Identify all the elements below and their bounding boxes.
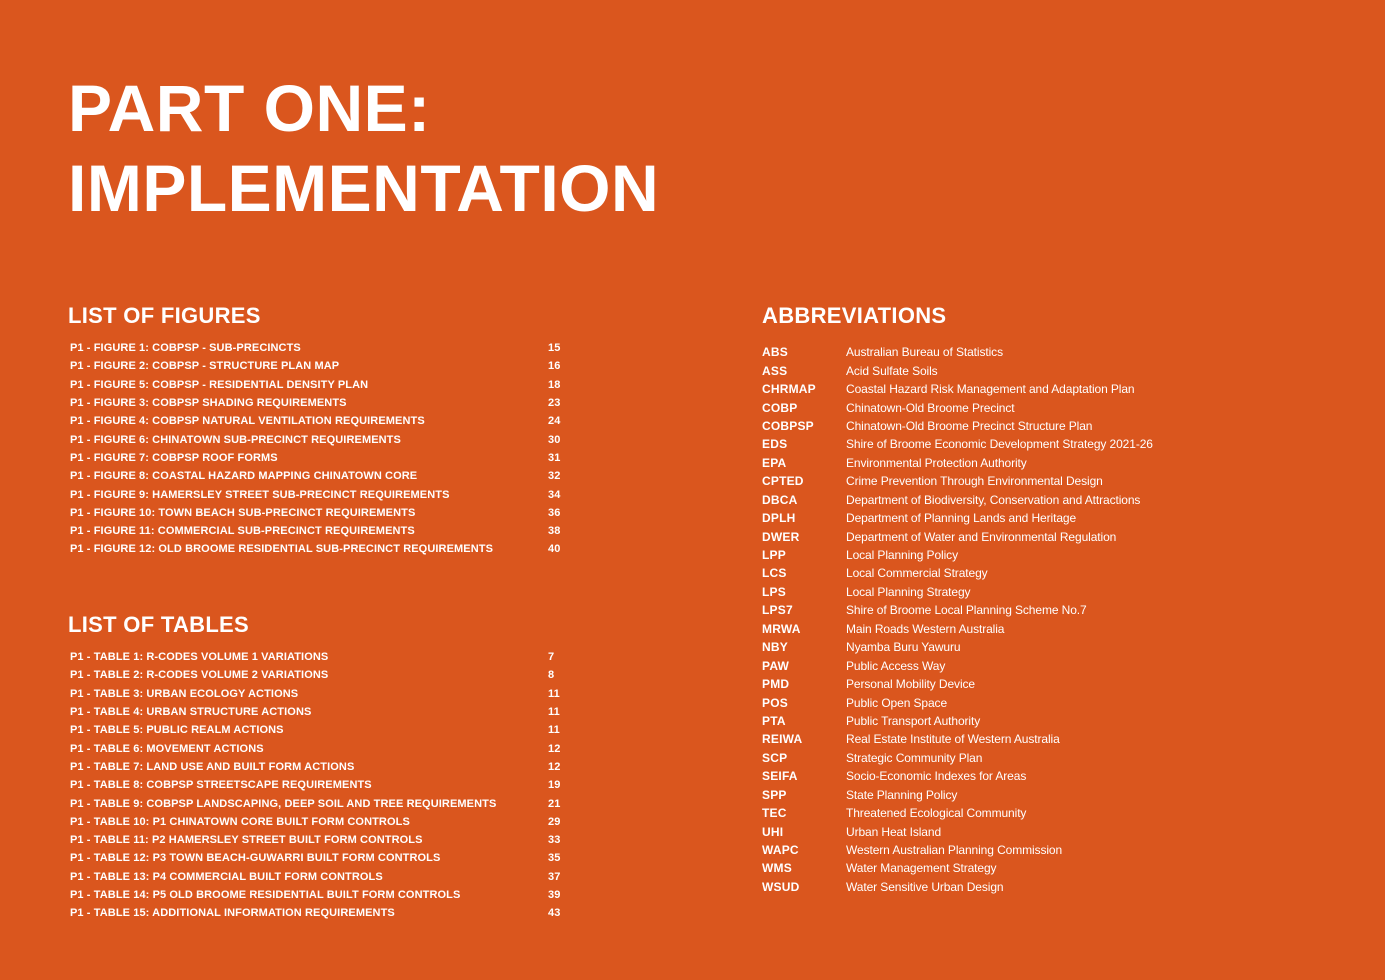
abbreviation-code: ABS — [762, 345, 788, 360]
list-item — [68, 666, 568, 684]
abbreviation-row — [762, 804, 1322, 822]
abbreviation-row — [762, 564, 1322, 582]
entry-label: P1 - TABLE 5: PUBLIC REALM ACTIONS — [70, 724, 284, 737]
abbreviation-code: NBY — [762, 640, 788, 655]
abbreviation-row — [762, 546, 1322, 564]
abbreviation-description: Local Commercial Strategy — [846, 566, 988, 581]
abbreviation-row — [762, 638, 1322, 656]
abbreviation-description: Water Sensitive Urban Design — [846, 879, 1004, 894]
abbreviation-row — [762, 601, 1322, 619]
entry-page-number: 8 — [548, 669, 555, 682]
abbreviation-row — [762, 343, 1322, 361]
entry-page-number: 38 — [548, 525, 561, 538]
abbreviation-code: EDS — [762, 437, 788, 452]
list-item — [68, 721, 568, 739]
entry-label: P1 - FIGURE 7: COBPSP ROOF FORMS — [70, 451, 278, 464]
entry-page-number: 7 — [548, 651, 555, 664]
list-item — [68, 776, 568, 794]
abbreviation-description: Shire of Broome Local Planning Scheme No.7 — [846, 603, 1087, 618]
abbreviation-description: Strategic Community Plan — [846, 750, 983, 765]
abbreviation-row — [762, 417, 1322, 435]
entry-label: P1 - FIGURE 12: OLD BROOME RESIDENTIAL SUB-PRECINCT REQUIREMENTS — [70, 543, 494, 556]
abbreviation-description: Chinatown-Old Broome Precinct — [846, 400, 1015, 415]
abbreviation-row — [762, 767, 1322, 785]
abbreviation-row — [762, 527, 1322, 545]
abbreviations-section — [762, 302, 1322, 896]
abbreviation-code: LCS — [762, 566, 787, 581]
abbreviation-row — [762, 841, 1322, 859]
abbreviation-description: Department of Water and Environmental Regulation — [846, 529, 1117, 544]
entry-label: P1 - FIGURE 9: HAMERSLEY STREET SUB-PRECINCT REQUIREMENTS — [70, 488, 450, 501]
abbreviation-description: Nyamba Buru Yawuru — [846, 640, 961, 655]
abbreviation-description: Crime Prevention Through Environmental Design — [846, 474, 1103, 489]
entry-label: P1 - TABLE 8: COBPSP STREETSCAPE REQUIREMENTS — [70, 779, 372, 792]
abbreviation-row — [762, 656, 1322, 674]
list-item — [68, 504, 568, 522]
abbreviation-description: Local Planning Strategy — [846, 584, 971, 599]
abbreviation-row — [762, 380, 1322, 398]
abbreviation-description: State Planning Policy — [846, 787, 958, 802]
entry-page-number: 36 — [548, 506, 561, 519]
abbreviation-code: CHRMAP — [762, 382, 816, 397]
abbreviation-code: CPTED — [762, 474, 804, 489]
entry-page-number: 18 — [548, 378, 561, 391]
abbreviation-description: Personal Mobility Device — [846, 677, 975, 692]
entry-page-number: 21 — [548, 797, 561, 810]
abbreviation-row — [762, 472, 1322, 490]
abbreviation-code: UHI — [762, 824, 784, 839]
abbreviation-code: ASS — [762, 363, 788, 378]
list-item — [68, 522, 568, 540]
abbreviation-description: Main Roads Western Australia — [846, 621, 1005, 636]
entry-label: P1 - TABLE 13: P4 COMMERCIAL BUILT FORM CONTROLS — [70, 870, 383, 883]
abbreviation-row — [762, 822, 1322, 840]
entry-label: P1 - TABLE 15: ADDITIONAL INFORMATION REQUIREMENTS — [70, 907, 395, 920]
abbreviation-description: Department of Planning Lands and Heritage — [846, 511, 1077, 526]
list-item — [68, 540, 568, 558]
abbreviation-row — [762, 509, 1322, 527]
abbreviation-row — [762, 730, 1322, 748]
entry-page-number: 12 — [548, 760, 561, 773]
abbreviation-code: SPP — [762, 787, 787, 802]
entry-label: P1 - FIGURE 4: COBPSP NATURAL VENTILATION REQUIREMENTS — [70, 415, 425, 428]
entry-label: P1 - TABLE 9: COBPSP LANDSCAPING, DEEP SOIL AND TREE REQUIREMENTS — [70, 797, 497, 810]
abbreviation-description: Environmental Protection Authority — [846, 455, 1027, 470]
abbreviation-description: Acid Sulfate Soils — [846, 363, 938, 378]
entry-page-number: 30 — [548, 433, 561, 446]
abbreviation-description: Chinatown-Old Broome Precinct Structure Plan — [846, 418, 1093, 433]
tables-list — [68, 648, 568, 922]
abbreviation-row — [762, 878, 1322, 896]
abbreviation-row — [762, 712, 1322, 730]
abbreviation-code: COBP — [762, 400, 798, 415]
page-title-line-2: IMPLEMENTATION — [68, 151, 660, 225]
abbreviation-code: MRWA — [762, 621, 801, 636]
abbreviation-code: POS — [762, 695, 788, 710]
entry-label: P1 - TABLE 3: URBAN ECOLOGY ACTIONS — [70, 687, 299, 700]
entry-page-number: 39 — [548, 889, 561, 901]
abbreviation-code: WMS — [762, 861, 792, 876]
list-item — [68, 868, 568, 886]
entry-label: P1 - TABLE 11: P2 HAMERSLEY STREET BUILT FORM CONTROLS — [70, 834, 423, 847]
abbreviation-description: Department of Biodiversity, Conservation and Attractions — [846, 492, 1141, 507]
abbreviation-description: Water Management Strategy — [846, 861, 997, 876]
abbreviation-description: Threatened Ecological Community — [846, 806, 1027, 821]
abbreviation-row — [762, 675, 1322, 693]
abbreviation-row — [762, 454, 1322, 472]
entry-page-number: 23 — [548, 397, 561, 410]
abbreviation-code: PTA — [762, 713, 786, 728]
abbreviation-row — [762, 435, 1322, 453]
list-item — [68, 357, 568, 375]
entry-label: P1 - FIGURE 3: COBPSP SHADING REQUIREMENTS — [70, 397, 347, 410]
abbreviation-description: Western Australian Planning Commission — [846, 843, 1063, 858]
list-item — [68, 412, 568, 430]
entry-page-number: 33 — [548, 834, 561, 847]
figures-heading: LIST OF FIGURES — [68, 303, 261, 328]
figures-list — [68, 339, 568, 559]
entry-label: P1 - FIGURE 10: TOWN BEACH SUB-PRECINCT REQUIREMENTS — [70, 506, 416, 519]
entry-page-number: 15 — [548, 342, 561, 355]
tables-heading: LIST OF TABLES — [68, 612, 250, 637]
abbreviation-code: WSUD — [762, 879, 800, 894]
list-item — [68, 703, 568, 721]
entry-page-number: 31 — [548, 451, 561, 464]
list-item — [68, 831, 568, 849]
abbreviation-description: Shire of Broome Economic Development Strategy 2021-26 — [846, 437, 1153, 452]
entry-page-number: 34 — [548, 488, 561, 501]
abbreviation-code: DWER — [762, 529, 800, 544]
entry-label: P1 - TABLE 10: P1 CHINATOWN CORE BUILT FORM CONTROLS — [70, 815, 410, 828]
entry-label: P1 - FIGURE 2: COBPSP - STRUCTURE PLAN MAP — [70, 360, 340, 373]
list-item — [68, 648, 568, 666]
abbreviation-code: LPS7 — [762, 603, 793, 618]
abbreviation-row — [762, 398, 1322, 416]
abbreviation-row — [762, 693, 1322, 711]
abbreviation-description: Socio-Economic Indexes for Areas — [846, 769, 1027, 784]
entry-page-number: 11 — [548, 706, 560, 719]
list-item — [68, 339, 568, 357]
entry-label: P1 - FIGURE 11: COMMERCIAL SUB-PRECINCT REQUIREMENTS — [70, 525, 415, 538]
page-title-line-1: PART ONE: — [68, 71, 431, 145]
entry-page-number: 19 — [548, 779, 561, 792]
entry-label: P1 - TABLE 12: P3 TOWN BEACH-GUWARRI BUILT FORM CONTROLS — [70, 852, 441, 865]
list-item — [68, 467, 568, 485]
list-item — [68, 376, 568, 394]
list-item — [68, 886, 568, 904]
abbreviation-row — [762, 361, 1322, 379]
abbreviation-code: PAW — [762, 658, 790, 673]
list-of-tables — [68, 611, 568, 922]
entry-page-number: 12 — [548, 742, 561, 755]
abbreviation-code: LPS — [762, 584, 786, 599]
list-item — [68, 394, 568, 412]
list-item — [68, 849, 568, 867]
abbreviation-row — [762, 749, 1322, 767]
entry-label: P1 - FIGURE 5: COBPSP - RESIDENTIAL DENSITY PLAN — [70, 378, 369, 391]
abbreviation-code: SEIFA — [762, 769, 798, 784]
list-item — [68, 739, 568, 757]
entry-page-number: 11 — [548, 687, 560, 700]
list-item — [68, 904, 568, 922]
abbreviation-row — [762, 491, 1322, 509]
entry-label: P1 - TABLE 2: R-CODES VOLUME 2 VARIATIONS — [70, 669, 329, 682]
entry-page-number: 37 — [548, 870, 561, 883]
entry-page-number: 32 — [548, 470, 561, 483]
entry-page-number: 29 — [548, 815, 561, 828]
list-item — [68, 794, 568, 812]
entry-page-number: 16 — [548, 360, 561, 373]
entry-page-number: 24 — [548, 415, 561, 428]
entry-label: P1 - TABLE 6: MOVEMENT ACTIONS — [70, 742, 264, 755]
abbreviation-description: Coastal Hazard Risk Management and Adaptation Plan — [846, 382, 1135, 397]
abbreviation-code: TEC — [762, 806, 787, 821]
abbreviation-description: Local Planning Policy — [846, 548, 958, 563]
list-of-figures — [68, 302, 568, 559]
abbreviation-description: Australian Bureau of Statistics — [846, 345, 1003, 360]
list-item — [68, 430, 568, 448]
list-item — [68, 813, 568, 831]
entry-label: P1 - TABLE 14: P5 OLD BROOME RESIDENTIAL BUILT FORM CONTROLS — [70, 889, 461, 901]
entry-label: P1 - TABLE 4: URBAN STRUCTURE ACTIONS — [70, 706, 312, 719]
entry-label: P1 - FIGURE 1: COBPSP - SUB-PRECINCTS — [70, 342, 301, 355]
abbreviation-description: Urban Heat Island — [846, 824, 942, 839]
abbreviation-row — [762, 859, 1322, 877]
abbreviation-code: EPA — [762, 455, 787, 470]
abbreviation-code: DBCA — [762, 492, 798, 507]
entry-page-number: 35 — [548, 852, 561, 865]
abbreviation-description: Public Access Way — [846, 658, 946, 673]
abbreviation-description: Public Transport Authority — [846, 713, 981, 728]
entry-label: P1 - TABLE 1: R-CODES VOLUME 1 VARIATIONS — [70, 651, 329, 664]
abbreviation-code: SCP — [762, 750, 788, 765]
abbreviation-row — [762, 786, 1322, 804]
abbreviations-heading: ABBREVIATIONS — [762, 303, 947, 328]
abbreviation-code: REIWA — [762, 732, 803, 747]
entry-label: P1 - FIGURE 8: COASTAL HAZARD MAPPING CHINATOWN CORE — [70, 470, 418, 483]
list-item — [68, 485, 568, 503]
entry-page-number: 43 — [548, 907, 561, 920]
abbreviation-code: LPP — [762, 548, 786, 563]
page-title — [68, 68, 659, 228]
abbreviation-description: Real Estate Institute of Western Australia — [846, 732, 1060, 747]
abbreviation-code: DPLH — [762, 511, 796, 526]
abbreviations-list — [762, 343, 1322, 896]
abbreviation-code: WAPC — [762, 843, 799, 858]
abbreviation-row — [762, 620, 1322, 638]
list-item — [68, 758, 568, 776]
entry-page-number: 11 — [548, 724, 560, 737]
list-item — [68, 685, 568, 703]
list-item — [68, 449, 568, 467]
abbreviation-row — [762, 583, 1322, 601]
entry-label: P1 - FIGURE 6: CHINATOWN SUB-PRECINCT REQUIREMENTS — [70, 433, 401, 446]
entry-page-number: 40 — [548, 543, 561, 556]
abbreviation-code: PMD — [762, 677, 790, 692]
abbreviation-description: Public Open Space — [846, 695, 948, 710]
entry-label: P1 - TABLE 7: LAND USE AND BUILT FORM ACTIONS — [70, 760, 355, 773]
abbreviation-code: COBPSP — [762, 418, 814, 433]
